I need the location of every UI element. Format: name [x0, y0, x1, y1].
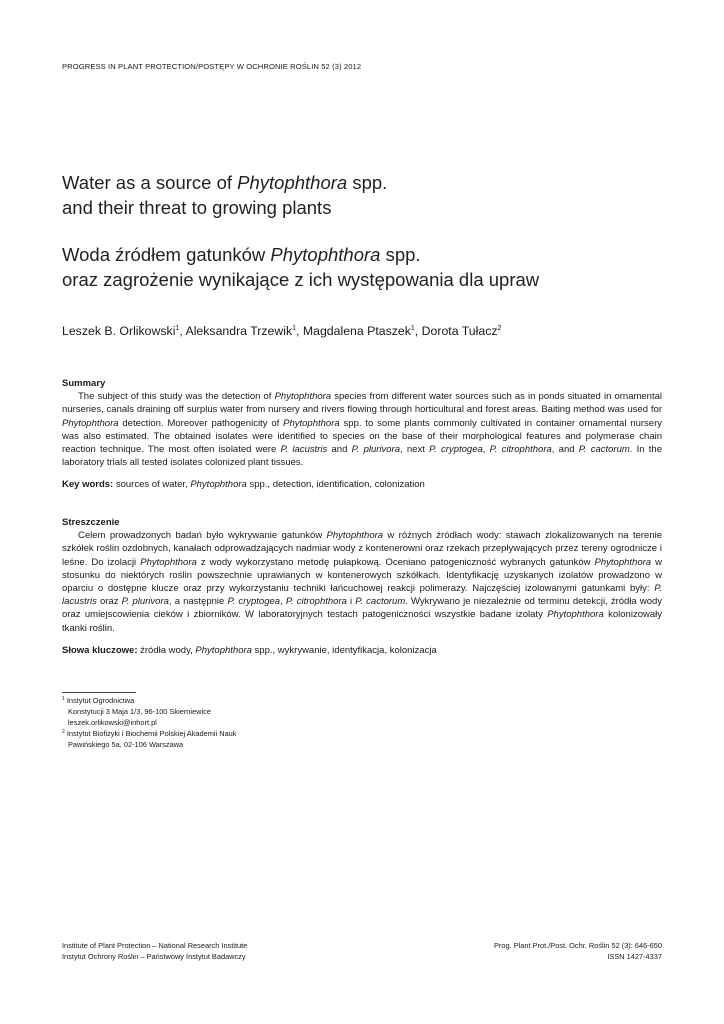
italic-term: Phytophthora	[140, 556, 197, 568]
title-english-line-2: and their threat to growing plants	[62, 197, 332, 218]
author: Leszek B. Orlikowski$^1$,	[62, 324, 186, 338]
text-run: species from different water sources such as in ponds situated in ornamental nurseries, canals draining off surplus water from nursery and rivers flowing through horticultural and forest areas. Baiting method was used for	[62, 391, 663, 416]
text-run: ,	[482, 444, 490, 456]
text-run: , next	[400, 444, 430, 456]
text-run: and	[327, 444, 352, 456]
text-run: , a następnie	[168, 596, 228, 608]
title-polish	[62, 242, 672, 292]
text-run: . In the laboratory trials all tested isolates colonized plant tissues.	[62, 444, 662, 469]
footnote-divider	[62, 692, 136, 693]
text-run: spp. to some plants commonly cultivated in container ornamental nursery was also estimated. The obtained isolates were identified to species on the base of their morphological features and polymerase chain reaction technique. The most often isolated were	[62, 417, 662, 456]
footnote-2: $^2$ Instytut Biofizyki i Biochemii Polskiej Akademii Nauk Pawińskiego 5a, 02-106 Warszawa	[62, 729, 237, 749]
text-run: kolonizowały tkanki roślin.	[62, 609, 662, 634]
footnote-1: $^1$ Instytut Ogrodnictwa Konstytucji 3 Maja 1/3, 96-100 Skierniewice leszek.orlikowski@inhort.pl	[62, 696, 211, 727]
text-run: detection. Moreover pathogenicity of	[118, 417, 284, 429]
italic-term: Phytophthora	[547, 609, 604, 621]
italic-term: P. cactorum	[355, 596, 406, 608]
text-run: Celem prowadzonych badań było wykrywanie gatunków	[78, 530, 327, 542]
journal-header: PROGRESS IN PLANT PROTECTION/POSTĘPY W OCHRONIE ROŚLIN 52 (3) 2012	[62, 62, 362, 71]
keywords-polish-label: Słowa kluczowe:	[62, 645, 138, 656]
author: Dorota Tułacz$^2$	[421, 324, 502, 338]
italic-term: Phytophthora	[594, 556, 652, 568]
keywords-polish-text	[138, 645, 437, 656]
text-run: sources of water,	[113, 479, 191, 490]
italic-term: P. cactorum	[578, 444, 630, 456]
text-run: spp., detection, identification, colonization	[246, 479, 425, 490]
footer-institute: Institute of Plant Protection – National Research Institute Instytut Ochrony Roślin – Państwowy Instytut Badawczy	[62, 941, 248, 961]
text-run: z wody wykorzystano metodę pułapkową. Oceniano patogeniczność wybranych gatunków	[196, 556, 595, 568]
title-english	[62, 170, 672, 220]
text-run: spp., wykrywanie, identyfikacja, kolonizacja	[251, 645, 437, 656]
author-list	[62, 324, 501, 338]
text-run: , and	[551, 444, 579, 456]
text-run: w różnych źródłach wody: stawach zlokalizowanych na terenie szkółek roślin ozdobnych, kanałach odprowadzających nadmiar wody z kontenerowni oraz rzekach przepływających przez tereny ogrodnicze i leśne. Do izolacji	[62, 530, 662, 568]
italic-term: Phytophthora	[326, 530, 384, 542]
streszczenie-section	[62, 516, 662, 635]
italic-term: P. citrophthora	[489, 444, 552, 456]
italic-term: P. plurivora	[121, 596, 169, 608]
text-run: The subject of this study was the detection of	[78, 391, 275, 403]
summary-text	[62, 390, 662, 469]
footer-citation: Prog. Plant Prot./Post. Ochr. Roślin 52 (3): 646-650 ISSN 1427-4337	[493, 941, 662, 961]
text-run: . Wykrywano je niezależnie od terminu detekcji, źródła wody oraz umiejscowienia cieków i zbiorników. W laboratoryjnych testach patogeniczności wszystkie badane izolaty	[62, 596, 663, 621]
italic-term: P. plurivora	[351, 444, 401, 456]
text-run: ,	[280, 596, 286, 608]
keywords-english-label: Key words:	[62, 479, 114, 490]
summary-section	[62, 377, 662, 469]
streszczenie-text	[62, 529, 662, 635]
italic-term: P. cryptogea	[429, 444, 483, 456]
italic-term: Phytophthora	[62, 417, 119, 429]
title-english-line-1: Water as a source of Phytophthora spp.	[62, 172, 388, 193]
author: Aleksandra Trzewik$^1$,	[185, 324, 303, 338]
italic-term: Phytophthora	[274, 391, 332, 403]
italic-term: P. citrophthora	[285, 596, 347, 608]
text-run: w stosunku do niektórych roślin powszechnie uprawianych w kontenerowych szkółkach. Identyfikację uzyskanych izolatów prowadzono w oparciu o dostępne klucze oraz przy wykorzystaniu techniki łańcuchowej reakcji polimerazy. Najczęściej izolowanymi gatunkami były:	[62, 556, 663, 595]
title-polish-line-1: Woda źródłem gatunków Phytophthora spp.	[62, 244, 421, 265]
text-run: źródła wody,	[137, 645, 196, 656]
summary-heading: Summary	[62, 378, 106, 389]
author: Magdalena Ptaszek$^1$,	[302, 324, 422, 338]
keywords-english-text	[113, 479, 425, 490]
keywords-english	[62, 479, 662, 490]
italic-term: P. cryptogea	[227, 596, 281, 608]
keywords-polish	[62, 645, 662, 656]
italic-term: P. lacustris	[280, 444, 328, 456]
italic-term: Phytophthora	[195, 645, 252, 656]
italic-term: P. lacustris	[62, 583, 662, 608]
text-run: oraz	[96, 596, 122, 608]
title-polish-line-2: oraz zagrożenie wynikające z ich występowania dla upraw	[62, 269, 540, 290]
italic-term: Phytophthora	[190, 479, 247, 490]
text-run: i	[346, 596, 356, 608]
italic-term: Phytophthora	[283, 417, 340, 429]
streszczenie-heading: Streszczenie	[62, 517, 120, 528]
